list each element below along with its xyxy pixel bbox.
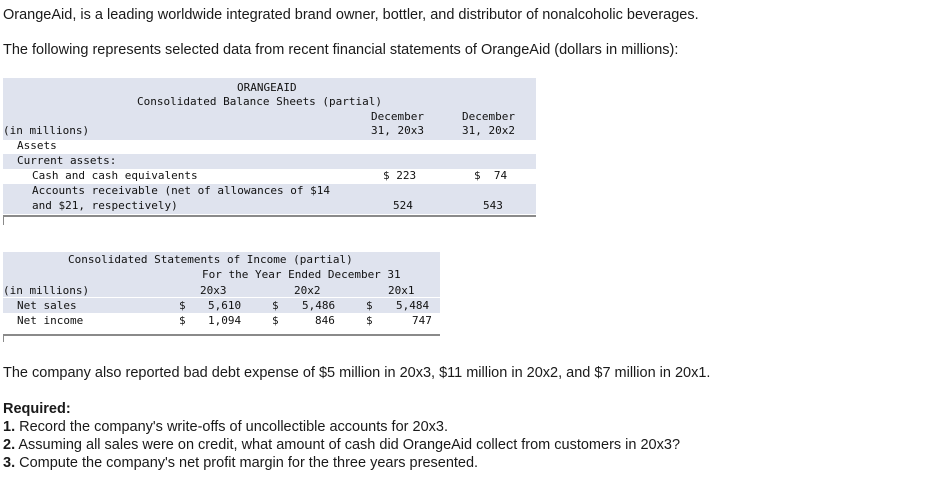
cash-label: Cash and cash equivalents — [32, 169, 198, 182]
required-item-2 — [3, 437, 680, 453]
table-bottom-rule — [3, 334, 440, 336]
year-20x3: 20x3 — [200, 284, 227, 297]
net-income-20x2: 846 — [315, 314, 335, 327]
ar-20x2: 543 — [483, 199, 503, 212]
following-text: The following represents selected data from recent financial statements of OrangeAid (dollars in millions): — [3, 42, 679, 58]
net-sales-20x3: 5,610 — [208, 299, 242, 312]
company-name: ORANGEAID — [237, 81, 297, 94]
cash-20x2: $ 74 — [474, 169, 508, 182]
units-label: (in millions) — [3, 124, 90, 137]
required-item-text: Compute the company's net profit margin for the three years presented. — [19, 455, 479, 471]
net-income-20x1: 747 — [412, 314, 432, 327]
required-item-3 — [3, 455, 478, 471]
required-item-text: Assuming all sales were on credit, what amount of cash did OrangeAid collect from customers in 20x3? — [18, 437, 681, 453]
balance-sheet-title: Consolidated Balance Sheets (partial) — [137, 95, 383, 108]
year-20x1: 20x1 — [388, 284, 415, 297]
net-sales-label: Net sales — [17, 299, 77, 312]
dollar-sign: $ — [272, 314, 279, 327]
current-assets-label: Current assets: — [17, 154, 117, 167]
assets-label: Assets — [17, 139, 57, 152]
required-item-1 — [3, 419, 448, 435]
col-header-20x3-date: 31, 20x3 — [371, 124, 424, 137]
required-item-number: 3. — [3, 455, 16, 471]
ar-label-cont: and $21, respectively) — [32, 199, 178, 212]
dollar-sign: $ — [272, 299, 279, 312]
ar-20x3: 524 — [393, 199, 413, 212]
col-header-20x2-date: 31, 20x2 — [462, 124, 515, 137]
table-corner-rule — [3, 215, 4, 225]
income-units: (in millions) — [3, 284, 90, 297]
table-corner-rule — [3, 334, 4, 342]
cash-20x3: $ 223 — [383, 169, 417, 182]
net-sales-20x1: 5,484 — [396, 299, 430, 312]
required-item-number: 1. — [3, 419, 16, 435]
net-income-label: Net income — [17, 314, 84, 327]
ar-label: Accounts receivable (net of allowances of $14 — [32, 184, 331, 197]
col-header-20x2: December — [462, 110, 515, 123]
income-title: Consolidated Statements of Income (partial) — [68, 253, 353, 266]
year-20x2: 20x2 — [294, 284, 321, 297]
income-period: For the Year Ended December 31 — [202, 268, 401, 281]
dollar-sign: $ — [366, 299, 373, 312]
dollar-sign: $ — [179, 299, 186, 312]
net-income-20x3: 1,094 — [208, 314, 242, 327]
table-bottom-rule — [3, 215, 536, 217]
net-sales-20x2: 5,486 — [302, 299, 336, 312]
required-item-text: Record the company's write-offs of uncollectible accounts for 20x3. — [19, 419, 448, 435]
col-header-20x3: December — [371, 110, 424, 123]
dollar-sign: $ — [179, 314, 186, 327]
bad-debt-text: The company also reported bad debt expense of $5 million in 20x3, $11 million in 20x2, and $7 million in 20x1. — [3, 365, 711, 381]
required-heading: Required: — [3, 401, 71, 417]
dollar-sign: $ — [366, 314, 373, 327]
intro-text: OrangeAid, is a leading worldwide integrated brand owner, bottler, and distributor of nonalcoholic beverages. — [3, 7, 699, 23]
required-item-number: 2. — [3, 437, 16, 453]
